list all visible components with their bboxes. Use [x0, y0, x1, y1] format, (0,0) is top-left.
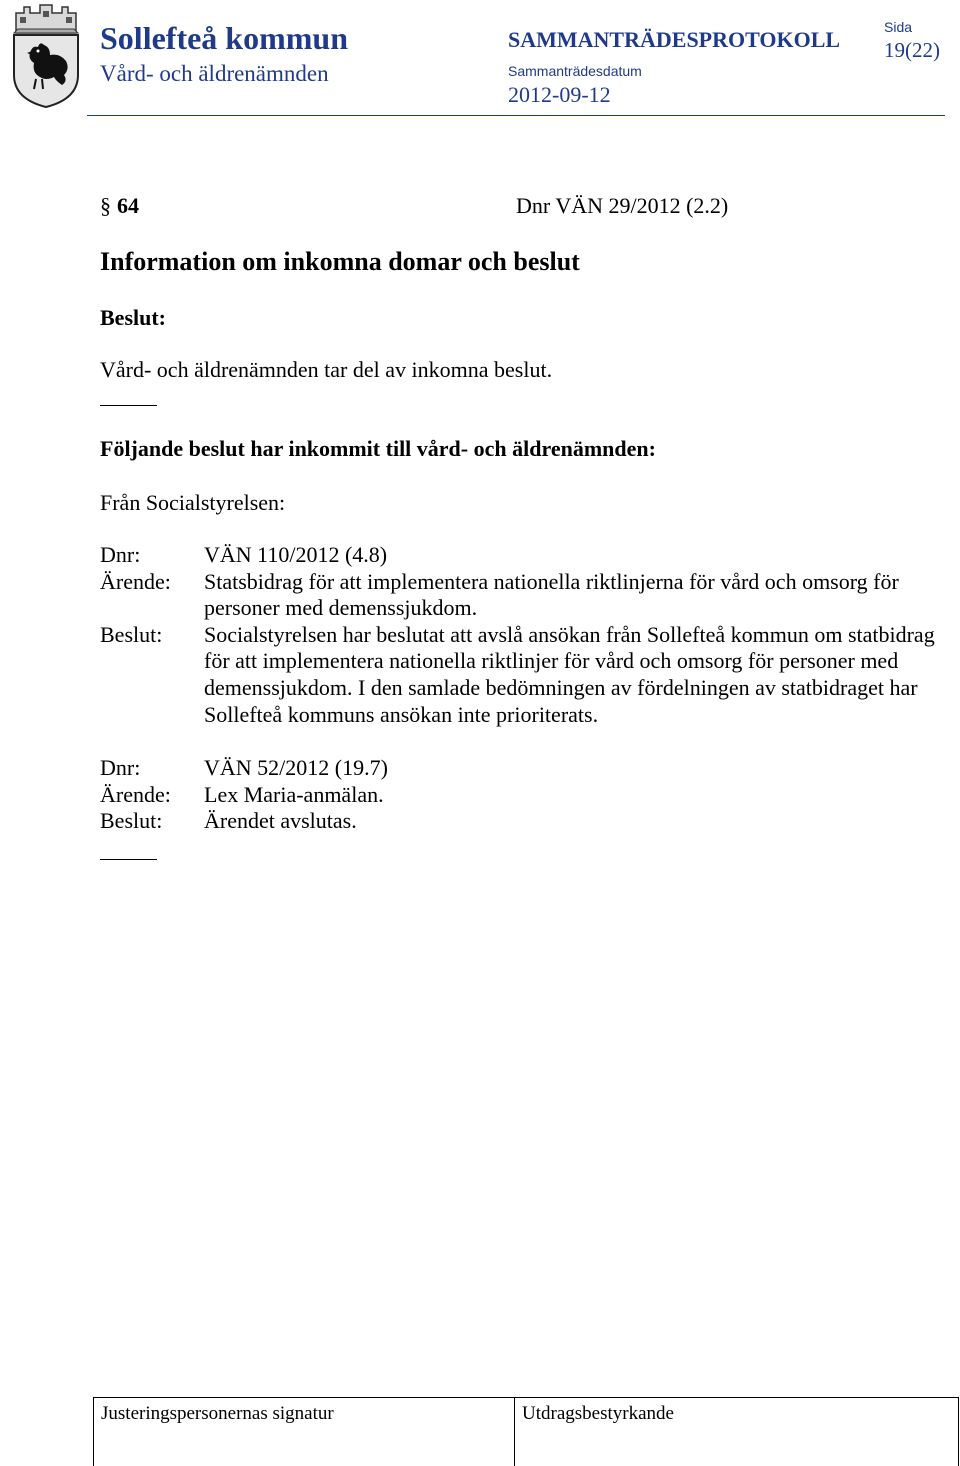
entry-decision: Ärendet avslutas. [204, 808, 357, 834]
paragraph-number [100, 193, 139, 219]
signature-box [93, 1397, 959, 1466]
entry-matter-label: Ärende: [100, 568, 171, 594]
separator-line [100, 859, 157, 860]
entry-dnr: VÄN 110/2012 (4.8) [204, 542, 388, 567]
decision-entry [100, 542, 944, 728]
entry-dnr-row [100, 755, 944, 782]
decision-text: Vård- och äldrenämnden tar del av inkomna beslut. [100, 357, 553, 382]
entry-matter: Lex Maria-anmälan. [204, 781, 384, 807]
entry-matter: Statsbidrag för att implementera nationella riktlinjerna för vård och omsorg för personer med demenssjukdom. [204, 568, 899, 621]
document-type: SAMMANTRÄDESPROTOKOLL [508, 27, 841, 52]
case-number: Dnr VÄN 29/2012 (2.2) [516, 193, 729, 218]
entry-decision: Socialstyrelsen har beslutat att avslå ansökan från Sollefteå kommun om statbidrag för att implementera nationella riktlinjer för vård och omsorg för personer med demenssjukdom. I den samlade bedömningen av fördelningen av statbidraget har Sollefteå kommuns ansökan inte prioriterats. [204, 621, 935, 727]
paragraph-number-value: 64 [117, 193, 139, 218]
entry-matter-row [100, 782, 944, 809]
entry-dnr-label: Dnr: [100, 755, 141, 780]
entry-dnr: VÄN 52/2012 (19.7) [204, 755, 388, 780]
entry-dnr-row [100, 542, 944, 569]
entry-decision-label: Beslut: [100, 808, 163, 834]
entry-dnr-label: Dnr: [100, 542, 141, 567]
section-title: Information om inkomna domar och beslut [100, 247, 580, 276]
entry-matter-label: Ärende: [100, 781, 171, 807]
decision-entry [100, 755, 944, 835]
entry-decision-row [100, 808, 944, 835]
subheading: Följande beslut har inkommit till vård- och äldrenämnden: [100, 436, 656, 461]
page-number: 19(22) [884, 38, 940, 62]
signature-box-divider [514, 1398, 515, 1466]
certification-label: Utdragsbestyrkande [522, 1403, 674, 1424]
entry-decision-label: Beslut: [100, 621, 163, 647]
separator-line [100, 405, 157, 406]
coat-of-arms-icon [10, 3, 82, 109]
entry-matter-row [100, 569, 944, 622]
signature-label: Justeringspersonernas signatur [101, 1403, 334, 1424]
header-divider [87, 115, 945, 116]
entry-decision-row [100, 622, 944, 728]
page-label: Sida [884, 19, 913, 35]
meeting-date: 2012-09-12 [508, 82, 611, 107]
section-symbol: § [100, 193, 111, 218]
organization-name: Sollefteå kommun [100, 20, 348, 56]
committee-name: Vård- och äldrenämnden [100, 61, 329, 86]
source-line: Från Socialstyrelsen: [100, 490, 286, 515]
meeting-date-label: Sammanträdesdatum [508, 63, 642, 79]
decision-label: Beslut: [100, 305, 166, 330]
